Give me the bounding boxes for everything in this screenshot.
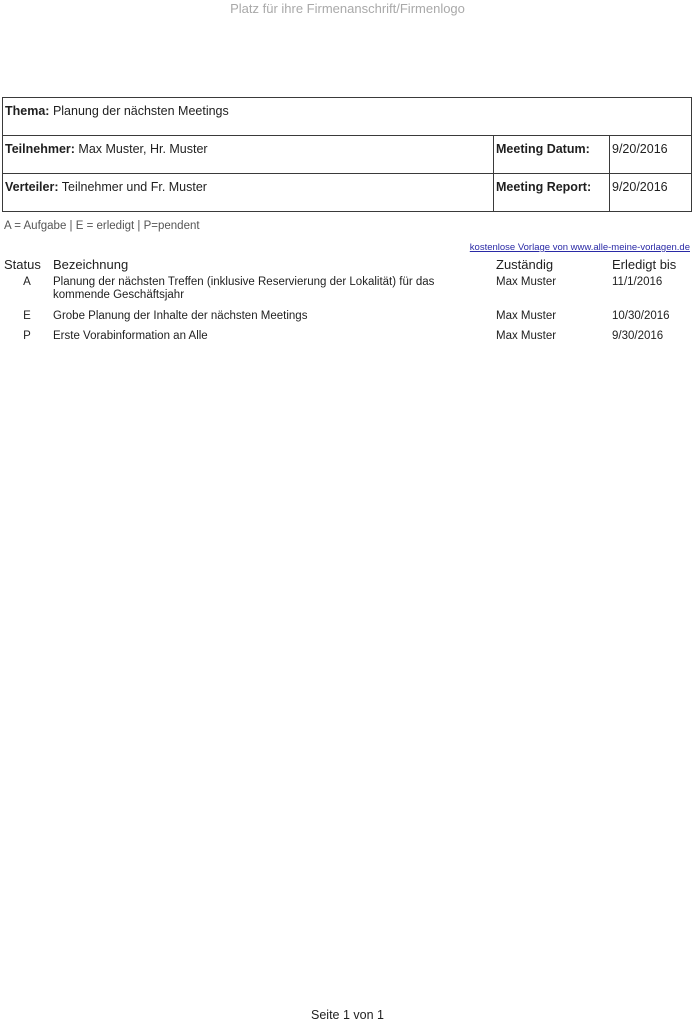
- topic-row: [3, 98, 692, 136]
- participants-label: Teilnehmer:: [5, 142, 75, 156]
- meeting-report-label-cell: [494, 174, 610, 212]
- participants-cell: [3, 136, 494, 174]
- distribution-value: Teilnehmer und Fr. Muster: [61, 180, 207, 194]
- task-responsible: Max Muster: [496, 310, 557, 322]
- task-row: [0, 310, 695, 330]
- page-number: Seite 1 von 1: [311, 1008, 384, 1022]
- distribution-label: Verteiler:: [5, 180, 59, 194]
- task-row: [0, 276, 695, 310]
- task-due-date: 10/30/2016: [612, 310, 670, 322]
- responsible-column-header: Zuständig: [496, 257, 554, 272]
- task-list: [0, 276, 695, 350]
- meeting-date-label: Meeting Datum:: [496, 142, 590, 156]
- description-column-header: Bezeichnung: [53, 257, 129, 272]
- status-column-header: Status: [4, 257, 41, 272]
- meeting-report-value: 9/20/2016: [612, 180, 668, 194]
- participants-row: [3, 136, 692, 174]
- meeting-report-label: Meeting Report:: [496, 180, 592, 194]
- meeting-date-value-cell: [610, 136, 692, 174]
- task-status: P: [23, 330, 31, 342]
- distribution-cell: [3, 174, 494, 212]
- task-due-date: 11/1/2016: [612, 276, 663, 288]
- topic-value: Planung der nächsten Meetings: [52, 104, 229, 118]
- meeting-info-table: [2, 97, 692, 212]
- task-description: Planung der nächsten Treffen (inklusive Reservierung der Lokalität) für das kommende Geschäftsjahr: [53, 276, 435, 301]
- template-credit-link[interactable]: kostenlose Vorlage von www.alle-meine-vorlagen.de: [469, 242, 690, 253]
- topic-cell: [3, 98, 692, 136]
- task-responsible: Max Muster: [496, 276, 557, 288]
- task-responsible: Max Muster: [496, 330, 557, 342]
- task-status: E: [23, 310, 31, 322]
- task-row: [0, 330, 695, 350]
- task-table-header: [0, 257, 695, 275]
- task-status: A: [23, 276, 31, 288]
- company-logo-placeholder: Platz für ihre Firmenanschrift/Firmenlogo: [230, 1, 465, 16]
- task-description: Grobe Planung der Inhalte der nächsten Meetings: [53, 310, 308, 322]
- meeting-date-value: 9/20/2016: [612, 142, 668, 156]
- task-description: Erste Vorabinformation an Alle: [53, 330, 208, 342]
- meeting-date-label-cell: [494, 136, 610, 174]
- status-legend: A = Aufgabe | E = erledigt | P=pendent: [4, 220, 200, 232]
- task-due-date: 9/30/2016: [612, 330, 664, 342]
- due-column-header: Erledigt bis: [612, 257, 677, 272]
- distribution-row: [3, 174, 692, 212]
- meeting-report-value-cell: [610, 174, 692, 212]
- topic-label: Thema:: [5, 104, 50, 118]
- participants-value: Max Muster, Hr. Muster: [78, 142, 208, 156]
